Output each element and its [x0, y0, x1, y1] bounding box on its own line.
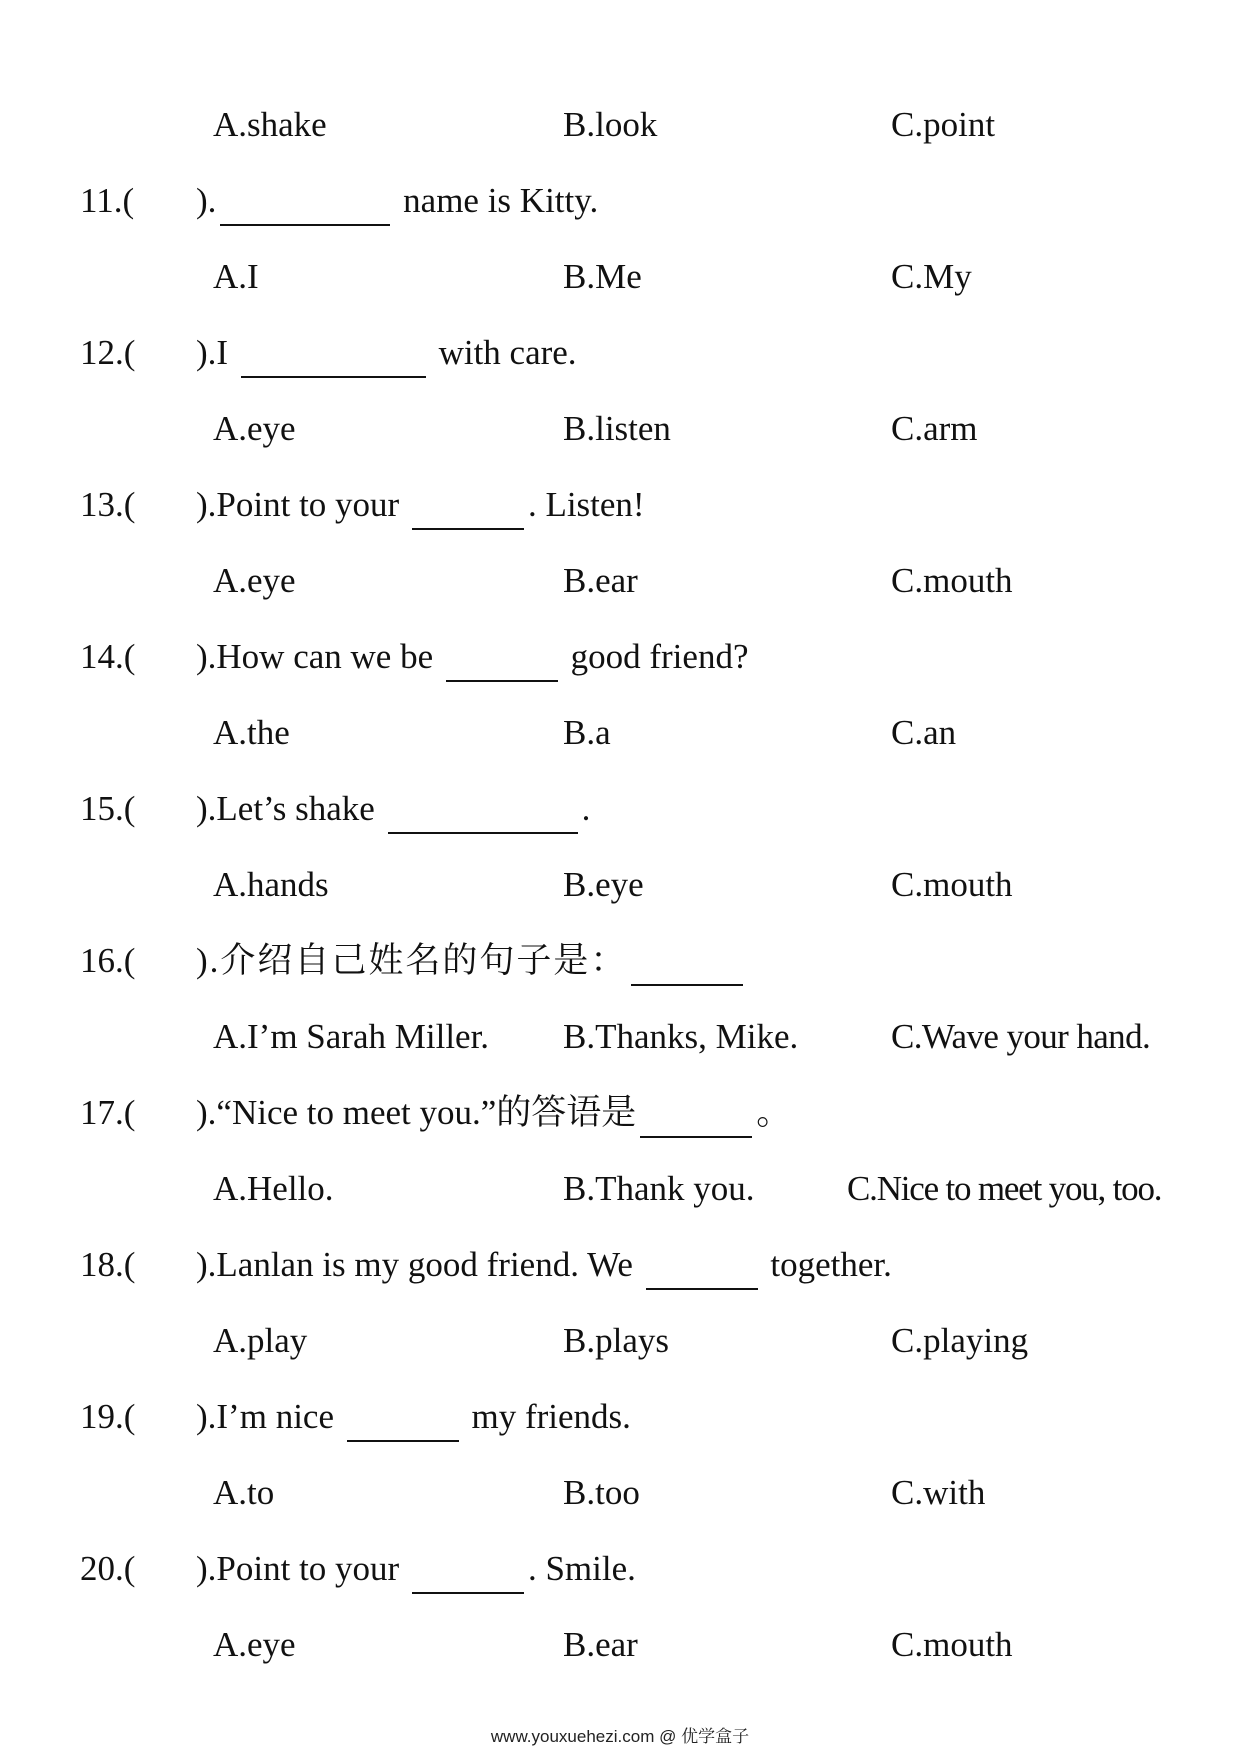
answer-blank[interactable] [220, 190, 390, 226]
question-number: 19.( [80, 1397, 136, 1436]
options-row-13 [0, 556, 1240, 606]
question-15 [0, 784, 1240, 834]
question-18 [0, 1240, 1240, 1290]
question-14 [0, 632, 1240, 682]
answer-blank[interactable] [631, 950, 743, 986]
option-c: C.Wave your hand. [891, 1017, 1151, 1056]
answer-blank[interactable] [241, 342, 426, 378]
question-number: 11.( [80, 181, 135, 220]
question-19 [0, 1392, 1240, 1442]
question-17 [0, 1088, 1240, 1138]
option-a: A.eye [213, 1625, 296, 1664]
option-c: C.My [891, 257, 972, 296]
option-b: B.plays [563, 1321, 669, 1360]
option-b: B.ear [563, 561, 638, 600]
option-b: B.Thanks, Mike. [563, 1017, 799, 1056]
options-row-19 [0, 1468, 1240, 1518]
option-c: C.playing [891, 1321, 1029, 1360]
question-11 [0, 176, 1240, 226]
option-c: C.mouth [891, 561, 1013, 600]
option-b: B.eye [563, 865, 644, 904]
option-c: C.with [891, 1473, 986, 1512]
options-row-12 [0, 404, 1240, 454]
option-c: C.arm [891, 409, 978, 448]
option-a: A.the [213, 713, 290, 752]
question-number: 14.( [80, 637, 136, 676]
footer-watermark: www.youxuehezi.com @ 优学盒子 [490, 1727, 750, 1746]
question-text: ).介绍自己姓名的句子是： [196, 936, 747, 986]
answer-blank[interactable] [412, 1558, 524, 1594]
question-text: ).How can we be good friend? [196, 632, 748, 682]
option-a: A.to [213, 1473, 275, 1512]
option-a: A.I’m Sarah Miller. [213, 1017, 490, 1056]
question-12 [0, 328, 1240, 378]
option-b: B.look [563, 105, 658, 144]
options-row-16 [0, 1012, 1240, 1062]
question-number: 18.( [80, 1245, 136, 1284]
options-row-18 [0, 1316, 1240, 1366]
option-c: C.mouth [891, 865, 1013, 904]
option-a: A.hands [213, 865, 329, 904]
question-text: ).I with care. [196, 328, 577, 378]
answer-blank[interactable] [388, 798, 578, 834]
option-c: C.Nice to meet you, too. [847, 1169, 1162, 1208]
answer-blank[interactable] [347, 1406, 459, 1442]
question-number: 12.( [80, 333, 136, 372]
question-number: 16.( [80, 941, 136, 980]
question-number: 13.( [80, 485, 136, 524]
answer-blank[interactable] [446, 646, 558, 682]
question-number: 20.( [80, 1549, 136, 1588]
options-row-20 [0, 1620, 1240, 1670]
option-b: B.a [563, 713, 611, 752]
option-b: B.ear [563, 1625, 638, 1664]
options-row-17 [0, 1164, 1240, 1214]
question-text: ). name is Kitty. [196, 176, 598, 226]
question-number: 15.( [80, 789, 136, 828]
option-c: C.point [891, 105, 996, 144]
option-a: A.eye [213, 561, 296, 600]
options-row-14 [0, 708, 1240, 758]
option-a: A.shake [213, 105, 327, 144]
question-number: 17.( [80, 1093, 136, 1132]
option-b: B.too [563, 1473, 640, 1512]
question-text: ).Point to your . Smile. [196, 1544, 636, 1594]
option-a: A.play [213, 1321, 308, 1360]
question-16 [0, 936, 1240, 986]
option-c: C.an [891, 713, 957, 752]
option-a: A.I [213, 257, 259, 296]
option-c: C.mouth [891, 1625, 1013, 1664]
question-13 [0, 480, 1240, 530]
question-text: ).I’m nice my friends. [196, 1392, 631, 1442]
options-row-11 [0, 252, 1240, 302]
options-row-15 [0, 860, 1240, 910]
answer-blank[interactable] [646, 1254, 758, 1290]
answer-blank[interactable] [412, 494, 524, 530]
option-b: B.Thank you. [563, 1169, 755, 1208]
options-row-10 [0, 100, 1240, 150]
option-a: A.eye [213, 409, 296, 448]
answer-blank[interactable] [640, 1102, 752, 1138]
question-text: ).Lanlan is my good friend. We together. [196, 1240, 892, 1290]
question-text: ).Point to your . Listen! [196, 480, 645, 530]
option-a: A.Hello. [213, 1169, 334, 1208]
option-b: B.listen [563, 409, 671, 448]
question-text: ).Let’s shake . [196, 784, 590, 834]
question-20 [0, 1544, 1240, 1594]
option-b: B.Me [563, 257, 642, 296]
question-text: ).“Nice to meet you.”的答语是 。 [196, 1088, 791, 1138]
